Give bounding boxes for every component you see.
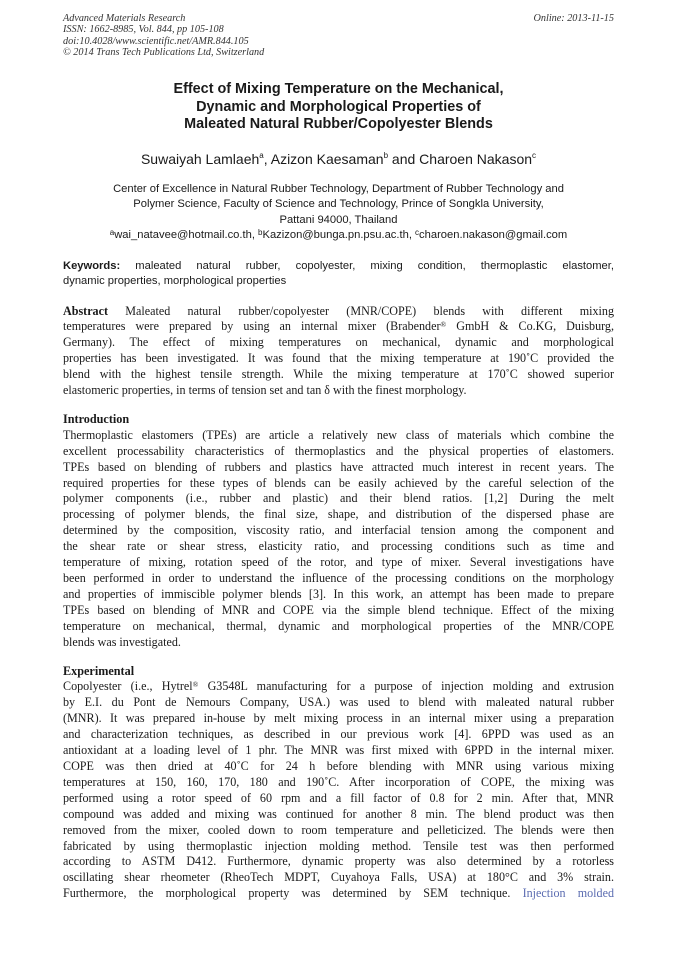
paper-title [63, 81, 614, 134]
introduction-line: been performed in order to understand the influence of the processing conditions on the morphology [63, 571, 614, 585]
email-address[interactable]: charoen.nakason@gmail.com [419, 228, 568, 241]
introduction-line: required properties for these types of blends can be easily achieved by the careful selection of the [63, 475, 614, 490]
author-name: and Charoen Nakason [388, 150, 533, 167]
registered-mark: ® [192, 680, 199, 690]
affiliation-line: Center of Excellence in Natural Rubber Technology, Department of Rubber Technology and [113, 182, 564, 195]
keywords-block [63, 259, 614, 288]
abstract-line: blend with the highest tensile strength. While the mixing temperature at 170˚C showed superior [63, 367, 614, 382]
experimental-line: antioxidant at a loading level of 1 phr. The MNR was first mixed with 6PPD in the internal mixer. [63, 743, 614, 758]
author-list [63, 150, 614, 168]
author-name: , Azizon Kaesaman [263, 150, 384, 167]
experimental-line: temperatures at 150, 160, 170, 180 and 190˚C. After incorporation of COPE, the mixing was [63, 774, 614, 789]
introduction-line: temperature of mixing, rotation speed of the rotor, and type of mixer. Several investigations have [63, 555, 614, 570]
title-line: Maleated Natural Rubber/Copolyester Blends [184, 116, 493, 133]
introduction-line: temperature on mechanical, thermal, dynamic and morphological properties of the MNR/COPE [63, 618, 614, 633]
author-name: Suwaiyah Lamlaeh [140, 150, 260, 167]
experimental-line: compound was added and mixing was continued for another 8 min. The blend product was then [63, 806, 614, 821]
experimental-line: removed from the mixer, cooled down to room temperature and pelleticized. The blends were then [63, 822, 614, 837]
affiliation [63, 182, 614, 244]
introduction-body [63, 428, 614, 651]
experimental-text: G3548L manufacturing for a purpose of injection molding and extrusion [198, 679, 614, 694]
email-mark: b [258, 227, 263, 237]
experimental-line: oscillating shear rheometer (RheoTech MDPT, Cuyahoya Falls, USA) at 180°C and 3% strain. [63, 870, 614, 885]
experimental-line: performed using a rotor speed of 60 rpm and a fill factor of 0.8 for 2 min. After that, MNR [63, 790, 614, 805]
abstract-text: Maleated natural rubber/copolyester (MNR/COPE) blends with different mixing [125, 303, 614, 318]
registered-mark: ® [440, 320, 447, 330]
experimental-line: fabricated by using thermoplastic injection molding method. Tensile test was then performed [63, 838, 614, 853]
introduction-line: the shear rate or shear stress, elasticity ratio, and processing conditions such as time and [63, 539, 614, 554]
title-line: Dynamic and Morphological Properties of [196, 98, 481, 115]
doi-line: doi:10.4028/www.scientific.net/AMR.844.105 [63, 35, 249, 47]
introduction-line: determined by the composition, viscosity ratio, and interfacial tension among the component and [63, 523, 614, 538]
experimental-line: by E.I. du Pont de Nemours Company, USA.) was used to blend with maleated natural rubber [63, 695, 614, 710]
copyright-line: © 2014 Trans Tech Publications Ltd, Switzerland [63, 46, 265, 58]
email-address[interactable]: wai_natavee@hotmail.co.th, [114, 228, 255, 241]
experimental-text-continued: Injection molded [510, 886, 615, 901]
author-affil-mark: b [383, 150, 389, 160]
abstract-line: elastomeric properties, in terms of tension set and tan δ with the finest morphology. [63, 383, 467, 398]
introduction-line: excellent processability characteristics of thermoplastics and the physical properties of elastomers. [63, 443, 614, 458]
experimental-line: and characterization techniques, as described in our previous work [4]. 6PPD was used as an [63, 727, 614, 742]
email-line [63, 228, 614, 243]
journal-name: Advanced Materials Research [63, 13, 186, 24]
email-mark: c [415, 227, 420, 237]
issn-line: ISSN: 1662-8985, Vol. 844, pp 105-108 [63, 24, 224, 36]
abstract [63, 304, 614, 399]
title-line: Effect of Mixing Temperature on the Mechanical, [173, 81, 504, 98]
introduction-heading: Introduction [63, 411, 130, 426]
experimental-line: according to ASTM D412. Furthermore, dynamic property was also determined by a rotorless [63, 854, 614, 869]
online-date: Online: 2013-11-15 [533, 13, 614, 24]
email-mark: a [109, 227, 115, 237]
abstract-text: temperatures were prepared by using an internal mixer (Brabender [63, 319, 441, 334]
introduction-line: and properties of immiscible polymer blends [3]. In this work, an attempt has been made to prepare [63, 586, 614, 601]
keywords-text: maleated natural rubber, copolyester, mixing condition, thermoplastic elastomer, [135, 260, 614, 273]
journal-header [63, 13, 614, 58]
introduction-line: blends was investigated. [63, 634, 181, 649]
introduction-line: polymer components (i.e., rubber and plastic) and their blend ratios. [1,2] During the melt [63, 491, 614, 506]
abstract-text: GmbH & Co.KG, Duisburg, [446, 319, 614, 334]
abstract-line: Germany). The effect of mixing temperatures on mechanical, dynamic and morphological [63, 335, 614, 350]
introduction-line: processing of polymer blends, the final size, shape, and distribution of the dispersed phase are [63, 507, 614, 522]
introduction-line: TPEs based on blending of MNR and COPE via the simple blend technique. Effect of the mixing [63, 602, 614, 617]
keywords-label: Keywords: [63, 260, 121, 273]
abstract-line: properties has been investigated. It was found that the mixing temperature at 190˚C provided the [63, 351, 614, 366]
keywords-text: dynamic properties, morphological properties [63, 274, 287, 287]
email-address[interactable]: Kazizon@bunga.pn.psu.ac.th, [262, 228, 412, 241]
abstract-label: Abstract [63, 303, 109, 318]
affiliation-line: Polymer Science, Faculty of Science and Technology, Prince of Songkla University, [133, 198, 544, 211]
author-affil-mark: c [532, 150, 537, 160]
affiliation-line: Pattani 94000, Thailand [279, 213, 398, 226]
experimental-text: Furthermore, the morphological property was determined by SEM technique. [63, 886, 511, 901]
experimental-line: COPE was then dried at 40˚C for 24 h before blending with MNR using various mixing [63, 758, 614, 773]
experimental-body [63, 679, 614, 902]
experimental-heading: Experimental [63, 663, 135, 678]
introduction-line: TPEs based on blending of rubbers and plastics have attracted much interest in recent years. The [63, 459, 614, 474]
experimental-text: Copolyester (i.e., Hytrel [63, 679, 193, 694]
author-affil-mark: a [259, 150, 264, 160]
introduction-line: Thermoplastic elastomers (TPEs) are article a relatively new class of materials which combine the [63, 427, 614, 442]
experimental-line: (MNR). It was prepared in-house by melt mixing process in an internal mixer using a preparation [63, 711, 614, 726]
